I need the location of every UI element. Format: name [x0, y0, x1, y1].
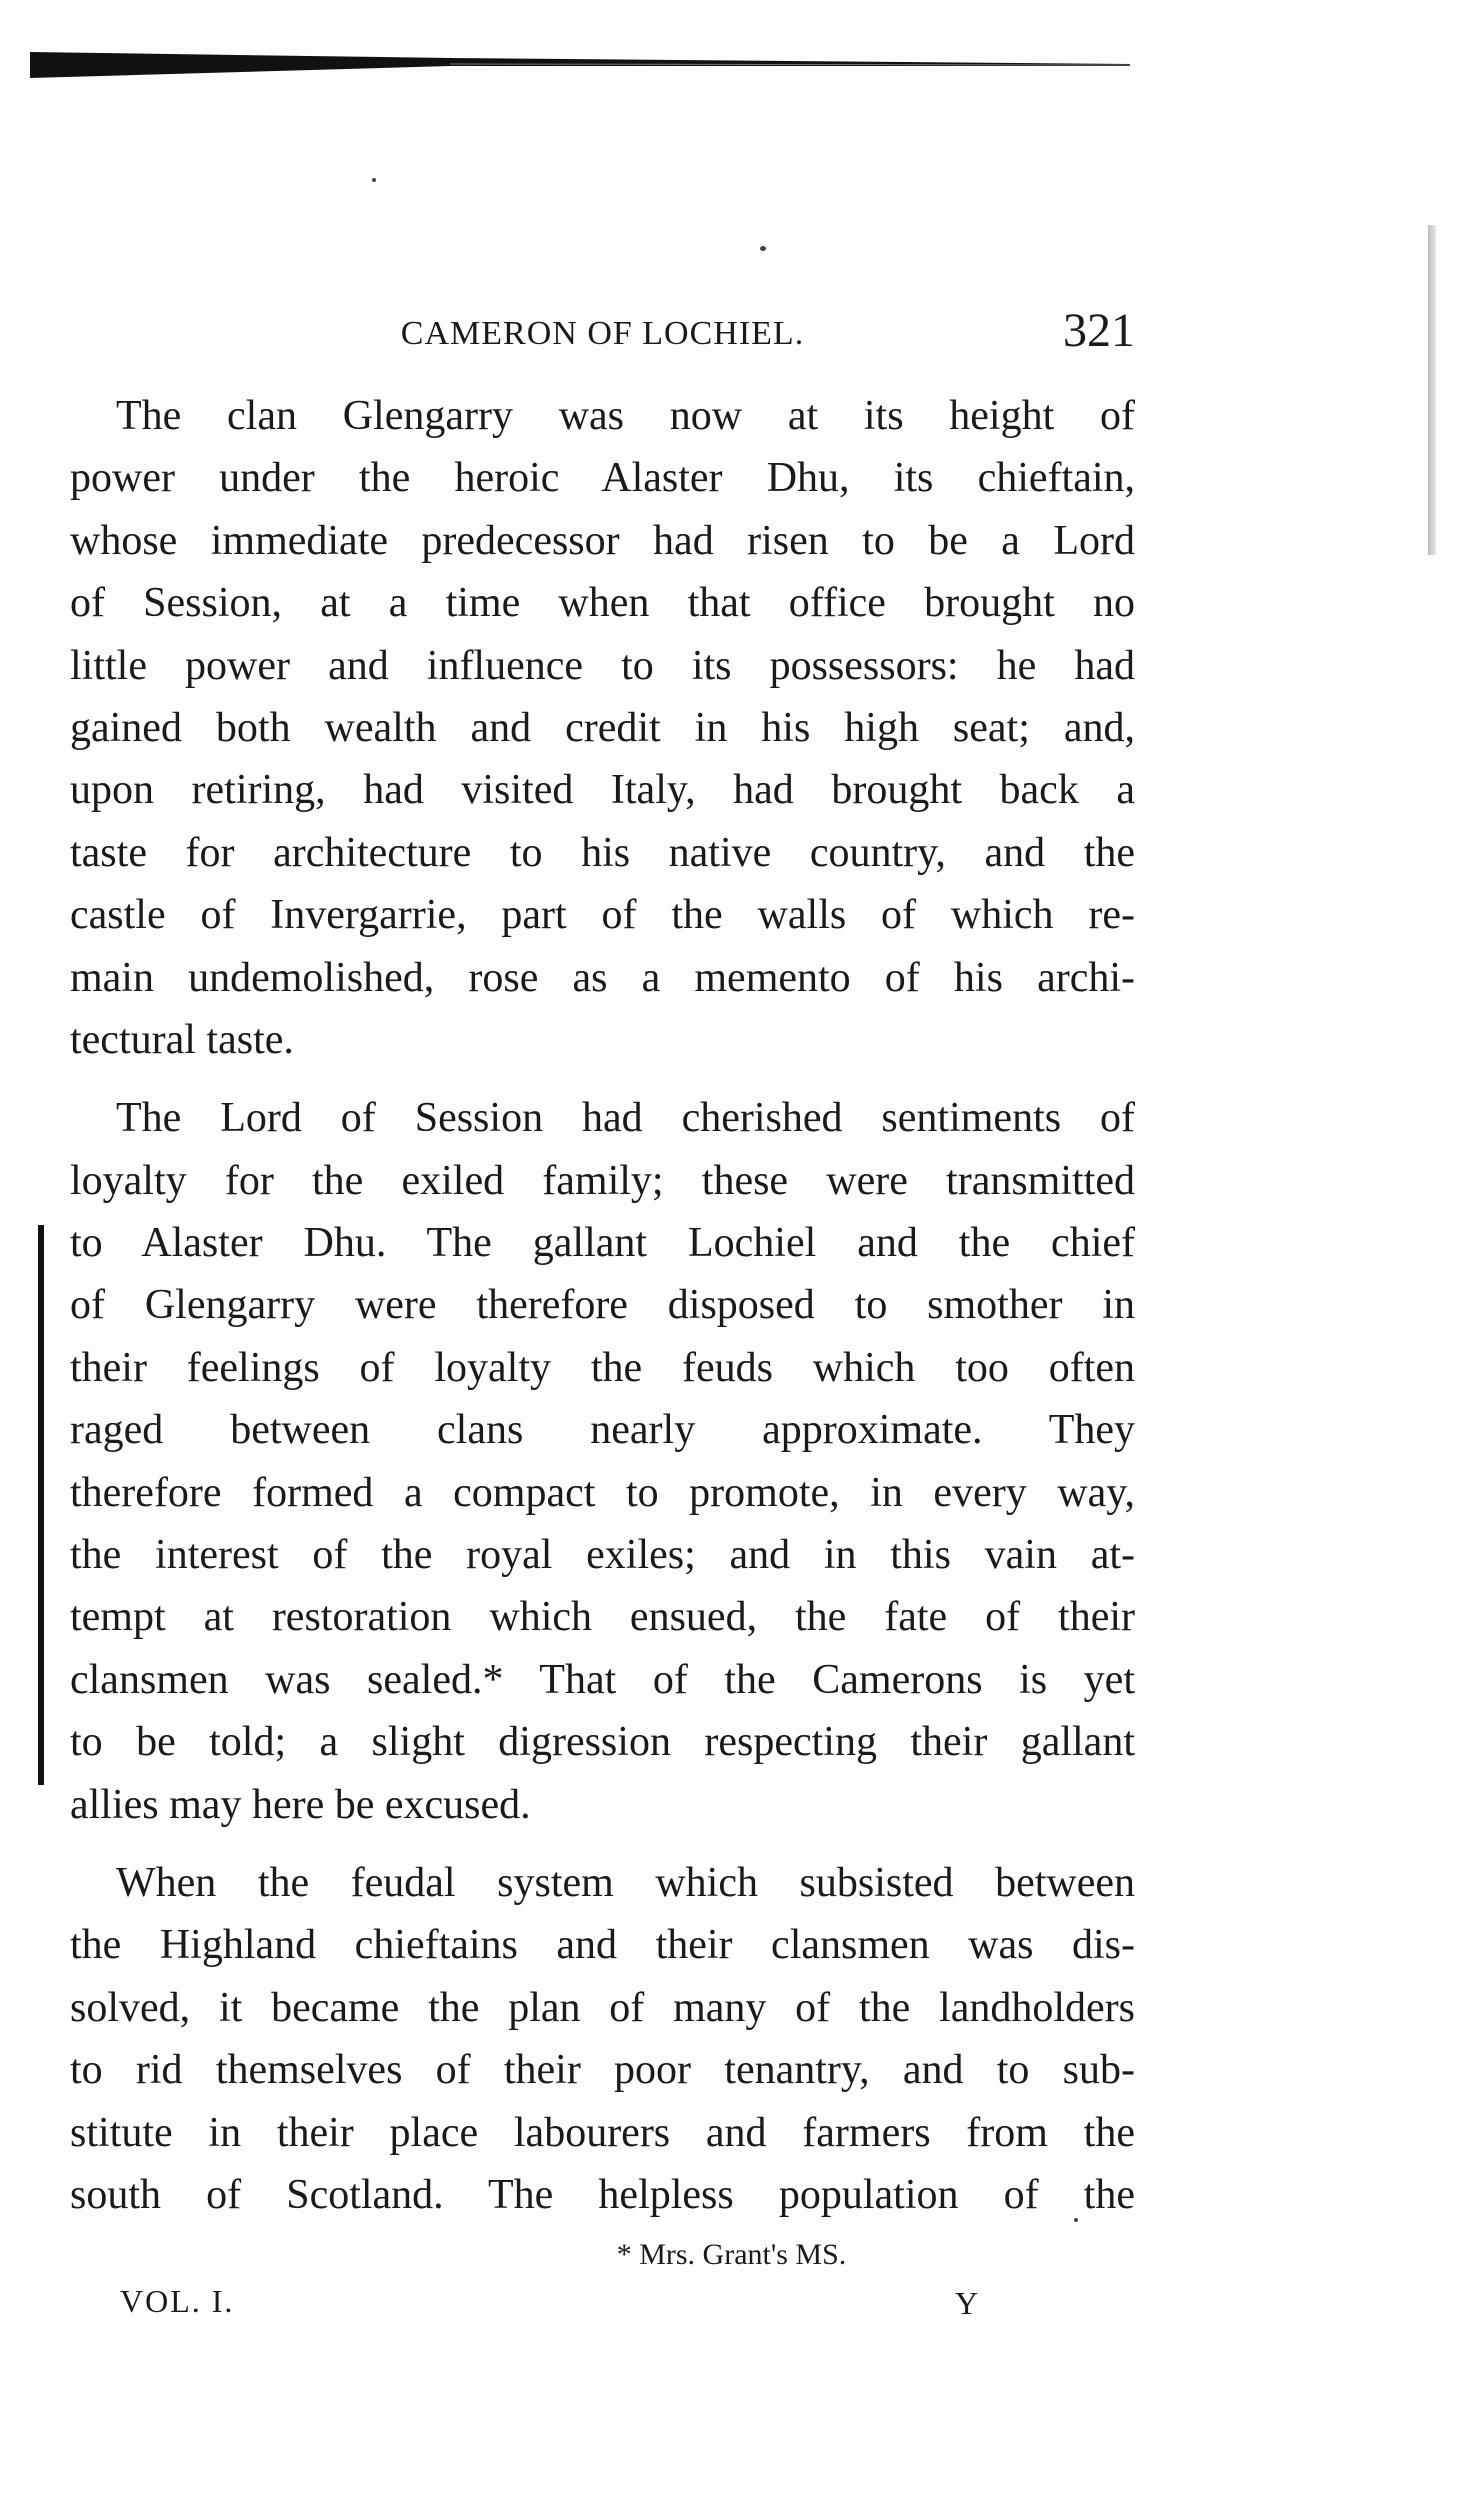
text-line: south of Scotland. The helpless population of the	[70, 2171, 1135, 2218]
text-line: upon retiring, had visited Italy, had brought back a	[70, 767, 1135, 814]
footnote: * Mrs. Grant's MS.	[616, 2238, 847, 2271]
text-line: clansmen was sealed.* That of the Camerons is yet	[70, 1656, 1135, 1703]
text-line: raged between clans nearly approximate. They	[70, 1407, 1135, 1454]
text-line: The clan Glengarry was now at its height of	[116, 393, 1135, 439]
page-header	[70, 295, 1135, 365]
text-line: of Glengarry were therefore disposed to smother in	[70, 1282, 1135, 1329]
paragraph	[70, 1852, 1135, 2226]
text-line: their feelings of loyalty the feuds which too often	[70, 1344, 1135, 1391]
text-line: tempt at restoration which ensued, the fate of their	[70, 1594, 1135, 1641]
paragraph	[70, 385, 1135, 1071]
text-line: to be told; a slight digression respecting their gallant	[70, 1719, 1135, 1766]
text-line: The Lord of Session had cherished sentiments of	[116, 1095, 1135, 1142]
scan-binding-edge	[30, 50, 1130, 80]
page-number: 321	[1063, 304, 1135, 357]
gathering-signature: Y	[955, 2285, 979, 2321]
text-line: solved, it became the plan of many of the landholders	[70, 1984, 1135, 2031]
text-line: allies may here be excused.	[70, 1781, 531, 1828]
text-line: to Alaster Dhu. The gallant Lochiel and the chief	[70, 1220, 1135, 1267]
text-line: taste for architecture to his native country, and the	[70, 829, 1135, 876]
text-line: gained both wealth and credit in his high seat; and,	[70, 704, 1135, 751]
text-line: main undemolished, rose as a memento of his archi-	[70, 954, 1135, 1001]
scan-speck	[760, 246, 766, 251]
page-body	[70, 385, 1135, 2242]
text-line: the interest of the royal exiles; and in this vain at-	[70, 1532, 1135, 1579]
text-line: whose immediate predecessor had risen to be a Lord	[70, 517, 1135, 564]
text-line: little power and influence to its possessors: he had	[70, 642, 1135, 689]
text-line: When the feudal system which subsisted between	[116, 1859, 1135, 1906]
volume-signature: VOL. I.	[120, 2283, 235, 2319]
scan-speck	[372, 178, 376, 182]
margin-marker-bar	[38, 1225, 44, 1785]
text-line: stitute in their place labourers and farmers from the	[70, 2109, 1135, 2156]
text-line: loyalty for the exiled family; these were transmitted	[70, 1157, 1135, 1204]
text-line: therefore formed a compact to promote, in every way,	[70, 1469, 1135, 1516]
scan-edge-shadow	[1428, 225, 1436, 555]
text-line: castle of Invergarrie, part of the walls of which re-	[70, 892, 1135, 939]
text-line: the Highland chieftains and their clansmen was dis-	[70, 1922, 1135, 1969]
text-line: of Session, at a time when that office brought no	[70, 580, 1135, 627]
running-head: CAMERON OF LOCHIEL.	[400, 315, 805, 352]
text-line: tectural taste.	[70, 1016, 294, 1063]
paragraph	[70, 1087, 1135, 1836]
text-line: power under the heroic Alaster Dhu, its chieftain,	[70, 455, 1135, 502]
text-line: to rid themselves of their poor tenantry, and to sub-	[70, 2047, 1135, 2094]
